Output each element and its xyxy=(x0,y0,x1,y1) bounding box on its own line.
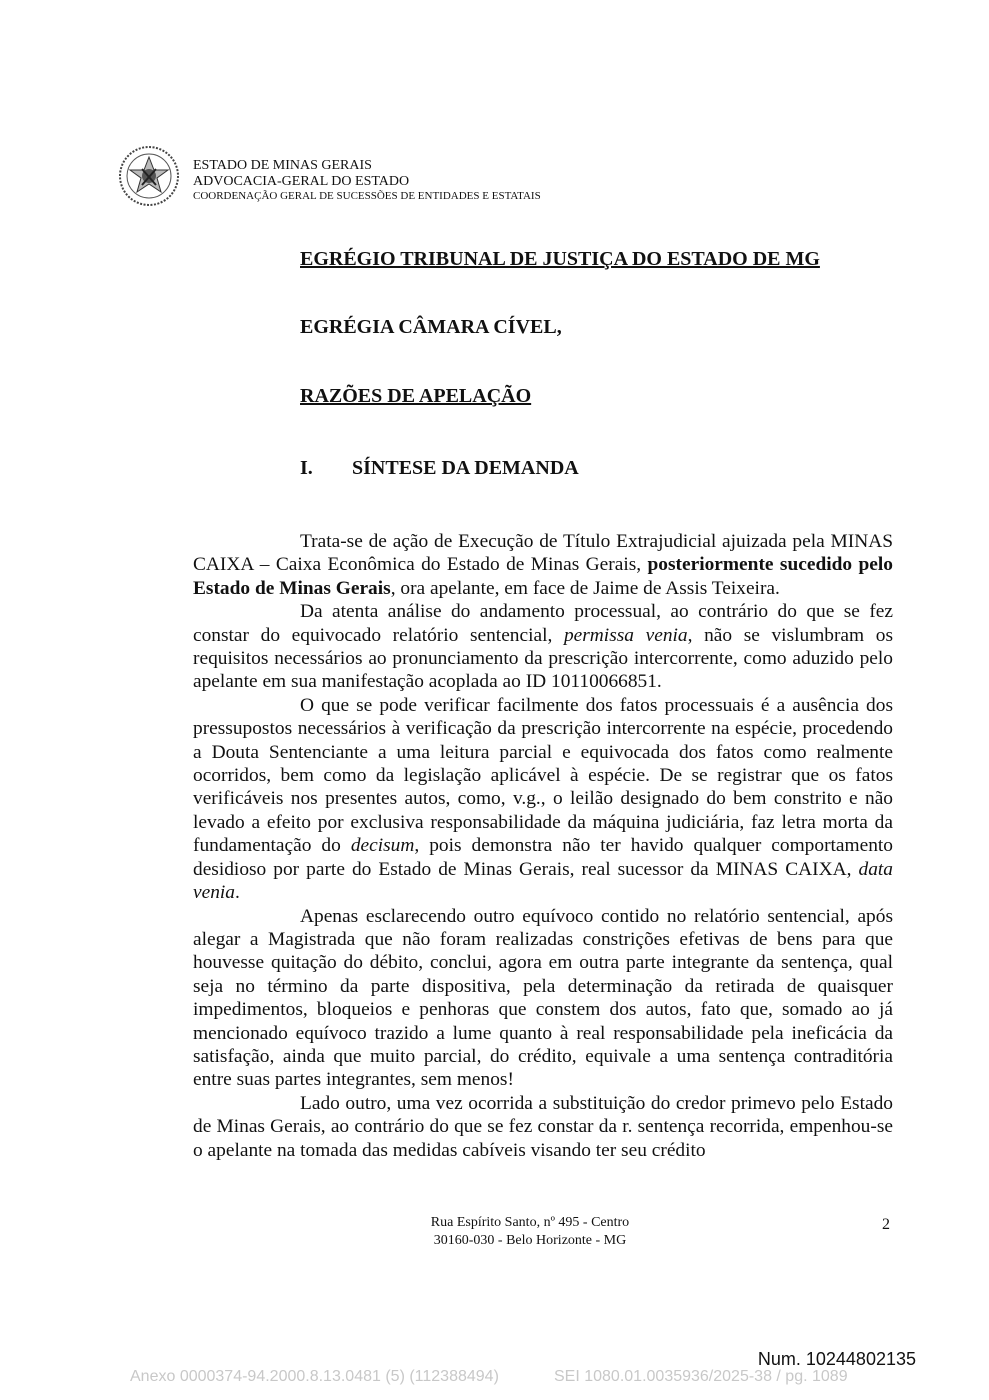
paragraph-5: Lado outro, uma vez ocorrida a substituição do credor primevo pelo Estado de Minas Gerais, ao contrário do que se fez constar da r. sentença recorrida, empenhou-se o apelante na tomada das medidas cabíveis visando ter seu crédito xyxy=(193,1092,893,1161)
chamber-heading: EGRÉGIA CÂMARA CÍVEL, xyxy=(300,316,562,338)
footer-address xyxy=(400,1214,660,1250)
annex-watermark xyxy=(130,1368,860,1386)
footer-address-street: Rua Espírito Santo, nº 495 - Centro xyxy=(430,1215,630,1230)
paragraph-1: Trata-se de ação de Execução de Título Extrajudicial ajuizada pela MINAS CAIXA – Caixa Econômica do Estado de Minas Gerais, posteriormente sucedido pelo Estado de Minas Gerais, ora apelante, em face de Jaime de Assis Teixeira. xyxy=(193,531,893,599)
paragraph-3: O que se pode verificar facilmente dos fatos processuais é a ausência dos pressupostos necessários à verificação da prescrição intercorrente na espécie, procedendo a Douta Sentenciante a uma leitura parcial e equivocada dos fatos como realmente ocorridos, bem como da legislação aplicável à espécie. De se registrar que os fatos verificáveis nos presentes autos, como, v.g., o leilão designado do bem constrito e não levado a efeito por exclusiva responsabilidade da máquina judiciária, faz letra morta da fundamentação do decisum, pois demonstra não ter havido qualquer comportamento desidioso por parte do Estado de Minas Gerais, real sucessor da MINAS CAIXA, data venia. xyxy=(193,694,893,904)
state-coat-of-arms-icon xyxy=(118,145,180,207)
page-number: 2 xyxy=(882,1216,890,1233)
letterhead-department: COORDENAÇÃO GERAL DE SUCESSÕES DE ENTIDADES E ESTATAIS xyxy=(193,190,541,202)
section-number: I. xyxy=(300,457,313,479)
document-number-stamp: Num. 10244802135 xyxy=(757,1349,916,1369)
paragraph-2: Da atenta análise do andamento processual, ao contrário do que se fez constar do equivocado relatório sentencial, permissa venia, não se vislumbram os requisitos necessários ao pronunciamento da prescrição intercorrente, como aduzido pelo apelante em sua manifestação acoplada ao ID 10110066851. xyxy=(193,601,893,693)
annex-sei-reference: SEI 1080.01.0035936/2025-38 / pg. 1089 xyxy=(554,1368,848,1385)
letterhead-agency: ADVOCACIA-GERAL DO ESTADO xyxy=(193,174,410,189)
document-body xyxy=(193,530,893,1162)
court-heading: EGRÉGIO TRIBUNAL DE JUSTIÇA DO ESTADO DE MG xyxy=(300,248,820,270)
document-title: RAZÕES DE APELAÇÃO xyxy=(300,385,532,407)
paragraph-4: Apenas esclarecendo outro equívoco contido no relatório sentencial, após alegar a Magistrada que não foram realizadas constrições efetivas de bens para que houvesse quitação do débito, conclui, agora em outra parte integrante da sentença, qual seja no término da parte dispositiva, pela determinação da retirada de quaisquer impedimentos, bloqueios e penhoras que constem dos autos, fato que, somado ao já mencionado equívoco trazido a lume quanto à real responsabilidade pela ineficácia da satisfação, ainda que muito parcial, do crédito, equivale a uma sentença contraditória entre suas partes integrantes, sem menos! xyxy=(193,905,893,1091)
letterhead xyxy=(118,145,638,215)
section-title: SÍNTESE DA DEMANDA xyxy=(352,457,579,479)
section-heading xyxy=(300,457,579,480)
annex-process-reference: Anexo 0000374-94.2000.8.13.0481 (5) (112388494) xyxy=(130,1368,499,1385)
letterhead-state: ESTADO DE MINAS GERAIS xyxy=(193,158,372,173)
footer-address-city: 30160-030 - Belo Horizonte - MG xyxy=(433,1233,627,1248)
